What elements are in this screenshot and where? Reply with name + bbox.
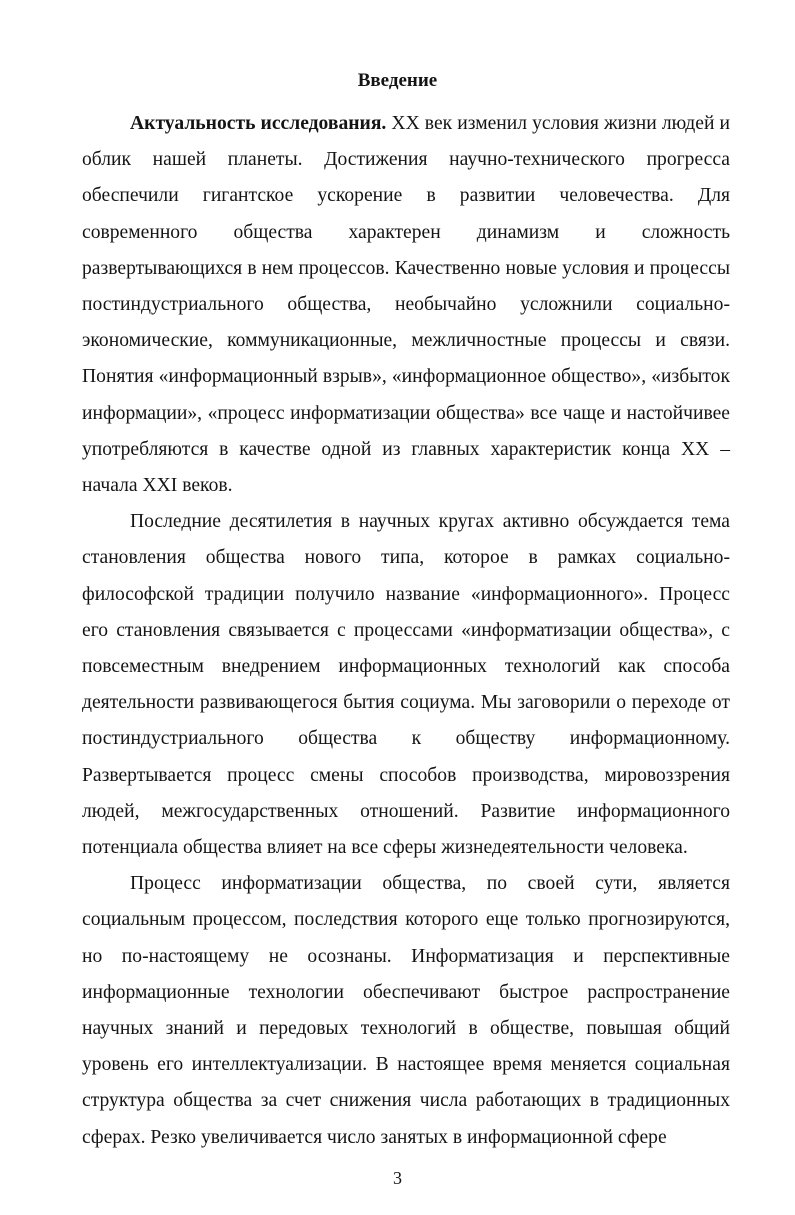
paragraph-relevance — [82, 106, 730, 504]
paragraph-informatization: Процесс информатизации общества, по своей сути, является социальным процессом, последствия которого еще только прогнозируются, но по-настоящему не осознаны. Информатизация и перспективные информационные технологии обеспечивают быстрое распространение научных знаний и передовых технологий в обществе, повышая общий уровень его интеллектуализации. В настоящее время меняется социальная структура общества за счет снижения числа работающих в традиционных сферах. Резко увеличивается число занятых в информационной сфере — [82, 873, 730, 1148]
body-text — [82, 106, 730, 1156]
paragraph-information-society: Последние десятилетия в научных кругах активно обсуждается тема становления общества нового типа, которое в рамках социально-философской традиции получило название «информационного». Процесс его становления связывается с процессами «информатизации общества», с повсеместным внедрением информационных технологий как способа деятельности развивающегося бытия социума. Мы заговорили о переходе от постиндустриального общества к обществу информационному. Развертывается процесс смены способов производства, мировоззрения людей, межгосударственных отношений. Развитие информационного потенциала общества влияет на все сферы жизнедеятельности человека. — [82, 511, 730, 859]
page-number: 3 — [393, 1168, 402, 1188]
paragraph-lead: Актуальность исследования. — [130, 113, 387, 134]
section-heading: Введение — [357, 70, 438, 91]
paragraph-text: XX век изменил условия жизни людей и облик нашей планеты. Достижения научно-технического прогресса обеспечили гигантское ускорение в развитии человечества. Для современного общества характерен динамизм и сложность развертывающихся в нем процессов. Качественно новые условия и процессы постиндустриального общества, необычайно усложнили социально-экономические, коммуникационные, межличностные процессы и связи. Понятия «информационный взрыв», «информационное общество», «избыток информации», «процесс информатизации общества» все чаще и настойчивее употребляются в качестве одной из главных характеристик конца XX – начала XXI веков. — [82, 113, 730, 497]
